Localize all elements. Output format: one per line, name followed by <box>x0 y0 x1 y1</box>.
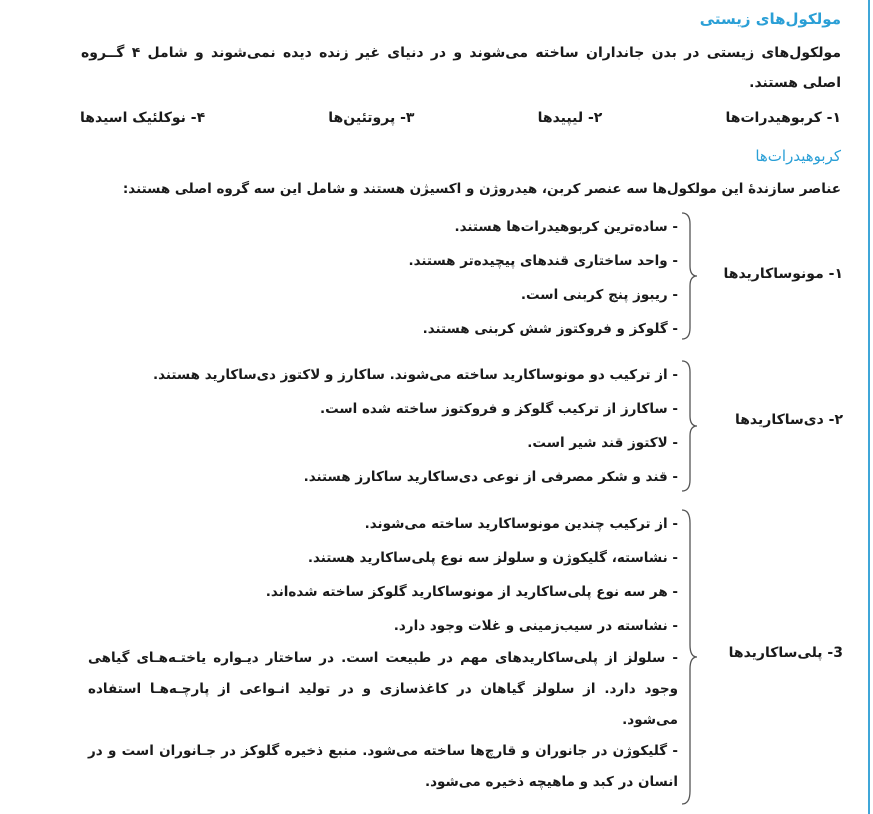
group-item: ۲- لیپیدها <box>537 110 603 126</box>
list-item: - لاکتوز قند شیر است. <box>527 435 678 451</box>
section-items <box>88 358 678 494</box>
section-label: ۲- دی‌ساکاریدها <box>734 412 843 428</box>
section-polysaccharides <box>0 507 873 807</box>
list-item: - قند و شکر مصرفی از نوعی دی‌ساکارید ساکارز هستند. <box>303 469 678 485</box>
section-label: 3- پلی‌ساکاریدها <box>728 645 843 661</box>
page-title: مولکول‌های زیستی <box>699 10 841 28</box>
list-item: - گلیکوژن در جانوران و قارچ‌ها ساخته می‌شود. منبع ذخیره گلوکز در جـانوران است و در انسان در کبد و ماهیچه ذخیره می‌شود. <box>88 743 678 790</box>
group-item: ۱- کربوهیدرات‌ها <box>725 110 841 126</box>
group-item: ۳- پروتئین‌ها <box>328 110 415 126</box>
carbohydrates-heading: کربوهیدرات‌ها <box>755 147 841 165</box>
section-monosaccharides <box>0 210 873 342</box>
section-label: ۱- مونوساکاریدها <box>723 266 843 282</box>
list-item: - ریبوز پنج کربنی است. <box>520 287 678 303</box>
curly-brace <box>678 212 698 340</box>
curly-brace <box>678 509 698 805</box>
list-item: - سلولز از پلی‌ساکاریدهای مهم در طبیعت است. در ساختار دیـواره یاختـه‌هـای گیاهی وجود دارد. از سلولز گیاهان در کاغذسازی و در تولید انـواعی از پارچـه‌هـا استفاده می‌شود. <box>88 650 678 728</box>
list-item: - ساده‌ترین کربوهیدرات‌ها هستند. <box>454 219 678 235</box>
section-items <box>88 210 678 346</box>
section-items <box>88 507 678 798</box>
list-item: - ساکارز از ترکیب گلوکز و فروکتوز ساخته شده است. <box>319 401 678 417</box>
list-item: - از ترکیب دو مونوساکارید ساخته می‌شوند. ساکارز و لاکتوز دی‌ساکارید هستند. <box>152 367 678 383</box>
carbohydrates-intro: عناصر سازندهٔ این مولکول‌ها سه عنصر کربن، هیدروژن و اکسیژن هستند و شامل این سه گروه اصلی هستند: <box>122 181 841 197</box>
intro-paragraph: مولکول‌های زیستی در بدن جانداران ساخته می‌شوند و در دنیای غیر زنده دیده نمی‌شوند و شامل ۴ گــروه اصلی هستند. <box>81 45 841 91</box>
list-item: - از ترکیب چندین مونوساکارید ساخته می‌شوند. <box>364 516 678 532</box>
list-item: - واحد ساختاری قندهای پیچیده‌تر هستند. <box>408 253 678 269</box>
group-item: ۴- نوکلئیک اسیدها <box>80 110 206 126</box>
list-item: - گلوکز و فروکتوز شش کربنی هستند. <box>422 321 678 337</box>
groups-list <box>80 110 841 136</box>
list-item: - نشاسته، گلیکوژن و سلولز سه نوع پلی‌ساکارید هستند. <box>307 550 678 566</box>
section-disaccharides <box>0 358 873 494</box>
curly-brace <box>678 360 698 492</box>
list-item: - نشاسته در سیب‌زمینی و غلات وجود دارد. <box>393 618 678 634</box>
list-item: - هر سه نوع پلی‌ساکارید از مونوساکارید گلوکز ساخته شده‌اند. <box>265 584 678 600</box>
